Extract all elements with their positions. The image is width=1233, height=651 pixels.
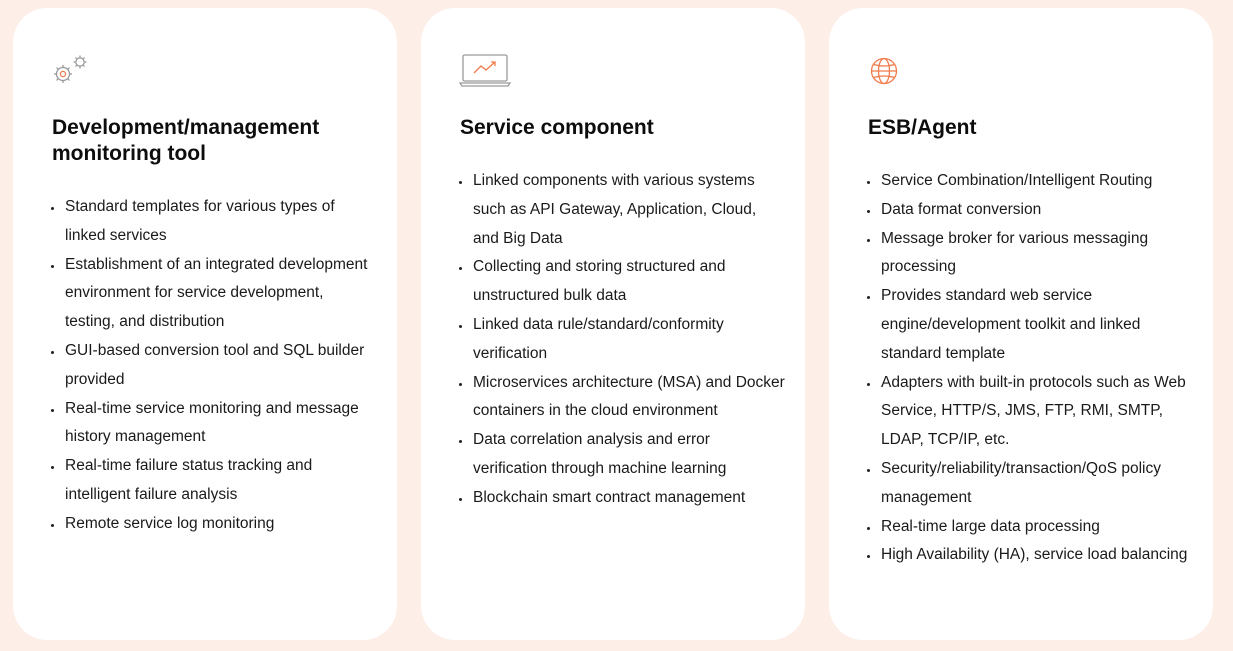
list-item: Remote service log monitoring	[47, 510, 377, 539]
list-item: Linked data rule/standard/conformity verification	[455, 311, 785, 369]
list-item: Provides standard web service engine/development toolkit and linked standard template	[863, 282, 1193, 368]
card-development-monitoring-tool	[13, 8, 397, 640]
list-item: Data correlation analysis and error verification through machine learning	[455, 426, 785, 484]
globe-icon	[867, 52, 923, 92]
gears-icon	[51, 52, 107, 92]
list-item: Message broker for various messaging processing	[863, 225, 1193, 283]
feature-list	[455, 167, 785, 513]
list-item: Real-time failure status tracking and intelligent failure analysis	[47, 452, 377, 510]
list-item: Data format conversion	[863, 196, 1193, 225]
feature-list	[47, 193, 377, 539]
list-item: Microservices architecture (MSA) and Docker containers in the cloud environment	[455, 369, 785, 427]
list-item: High Availability (HA), service load balancing	[863, 541, 1193, 570]
list-item: Adapters with built-in protocols such as Web Service, HTTP/S, JMS, FTP, RMI, SMTP, LDAP, TCP/IP, etc.	[863, 369, 1193, 455]
card-title: ESB/Agent	[868, 116, 977, 139]
card-title: Development/management monitoring tool	[52, 116, 320, 165]
card-esb-agent	[829, 8, 1213, 640]
list-item: Standard templates for various types of linked services	[47, 193, 377, 251]
card-title: Service component	[460, 116, 654, 139]
laptop-chart-icon	[459, 52, 515, 92]
card-service-component	[421, 8, 805, 640]
list-item: GUI-based conversion tool and SQL builder provided	[47, 337, 377, 395]
list-item: Linked components with various systems such as API Gateway, Application, Cloud, and Big Data	[455, 167, 785, 253]
list-item: Establishment of an integrated development environment for service development, testing, and distribution	[47, 251, 377, 337]
feature-list	[863, 167, 1193, 570]
list-item: Blockchain smart contract management	[455, 484, 785, 513]
list-item: Real-time service monitoring and message history management	[47, 395, 377, 453]
list-item: Collecting and storing structured and unstructured bulk data	[455, 253, 785, 311]
list-item: Service Combination/Intelligent Routing	[863, 167, 1193, 196]
list-item: Security/reliability/transaction/QoS policy management	[863, 455, 1193, 513]
list-item: Real-time large data processing	[863, 513, 1193, 542]
